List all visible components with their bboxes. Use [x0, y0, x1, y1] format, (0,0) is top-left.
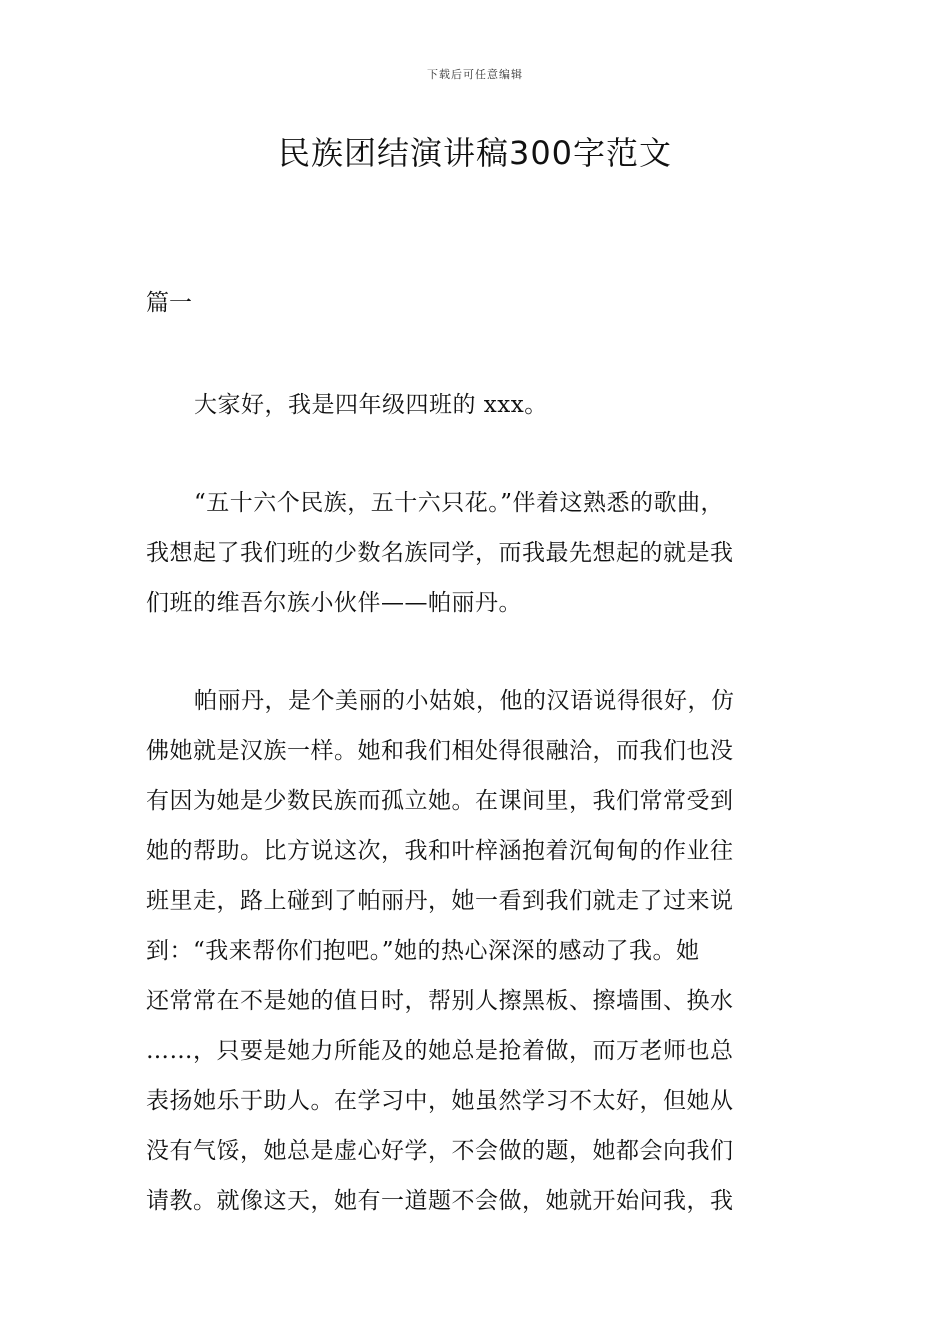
paragraph-3-line-4: 她的帮助。比方说这次，我和叶梓涵抱着沉甸甸的作业往 [146, 838, 734, 864]
header-note: 下载后可任意编辑 [427, 68, 523, 81]
paragraph-3-line-11: 请教。就像这天，她有一道题不会做，她就开始问我，我 [146, 1188, 734, 1214]
paragraph-3-line-1: 帕丽丹，是个美丽的小姑娘，他的汉语说得很好，仿 [194, 688, 735, 714]
paragraph-3-line-6: 到：“我来帮你们抱吧。”她的热心深深的感动了我。她 [146, 938, 700, 964]
paragraph-3-line-2: 佛她就是汉族一样。她和我们相处得很融洽，而我们也没 [146, 738, 734, 764]
section-label: 篇一 [146, 290, 192, 316]
paragraph-3-line-8: ……，只要是她力所能及的她总是抢着做，而万老师也总 [146, 1038, 734, 1064]
paragraph-3-line-3: 有因为她是少数民族而孤立她。在课间里，我们常常受到 [146, 788, 734, 814]
paragraph-2-line-2: 我想起了我们班的少数名族同学，而我最先想起的就是我 [146, 540, 734, 566]
paragraph-1-line-1: 大家好，我是四年级四班的 xxx。 [194, 392, 548, 418]
paragraph-2-line-3: 们班的维吾尔族小伙伴——帕丽丹。 [146, 590, 522, 616]
paragraph-3-line-9: 表扬她乐于助人。在学习中，她虽然学习不太好，但她从 [146, 1088, 734, 1114]
paragraph-2-line-1: “五十六个民族，五十六只花。”伴着这熟悉的歌曲， [194, 490, 725, 516]
paragraph-3-line-5: 班里走，路上碰到了帕丽丹，她一看到我们就走了过来说 [146, 888, 734, 914]
document-title: 民族团结演讲稿300字范文 [277, 134, 673, 172]
paragraph-3-line-7: 还常常在不是她的值日时，帮别人擦黑板、擦墙围、换水 [146, 988, 734, 1014]
paragraph-3-line-10: 没有气馁，她总是虚心好学，不会做的题，她都会向我们 [146, 1138, 734, 1164]
